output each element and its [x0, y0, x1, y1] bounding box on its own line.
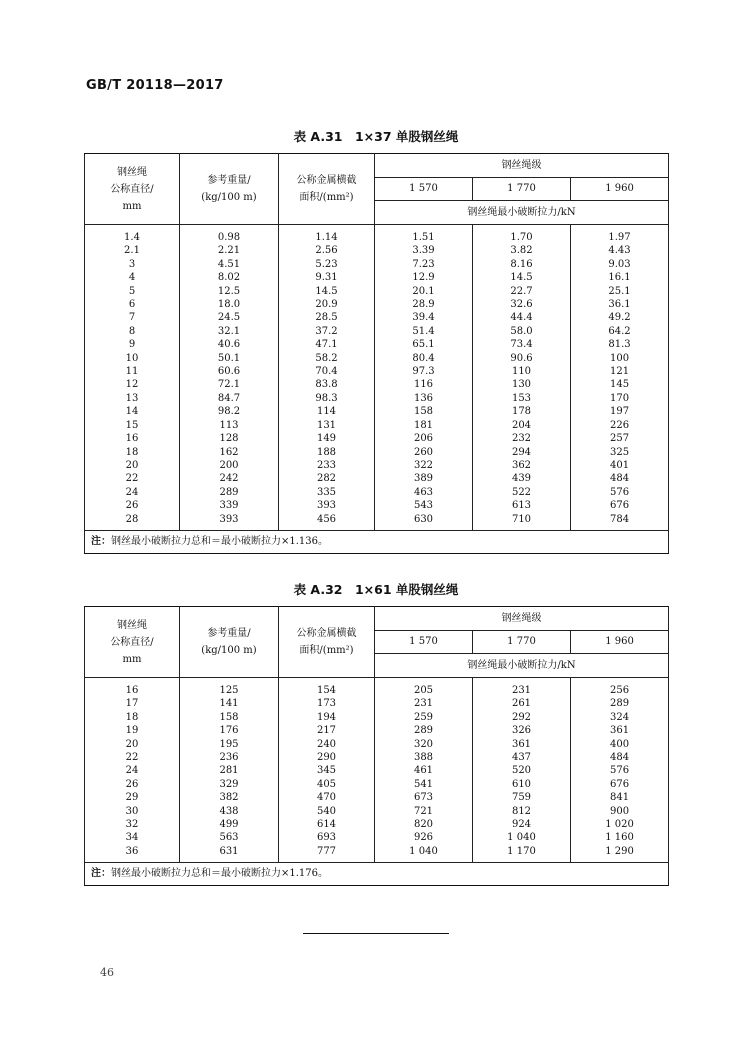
- cell-area: 9.31: [279, 271, 375, 284]
- cell-area: 47.1: [279, 338, 375, 351]
- cell-diameter: 12: [85, 378, 180, 391]
- cell-force-1770: 362: [473, 459, 571, 472]
- table-row: [85, 325, 669, 338]
- table-row: [85, 419, 669, 432]
- cell-force-1770: 110: [473, 365, 571, 378]
- cell-weight: 50.1: [180, 352, 279, 365]
- cell-area: 98.3: [279, 392, 375, 405]
- cell-force-1960: 64.2: [571, 325, 669, 338]
- cell-force-1960: 324: [571, 711, 669, 724]
- cell-area: 217: [279, 724, 375, 737]
- cell-weight: 98.2: [180, 405, 279, 418]
- cell-force-1770: 8.16: [473, 258, 571, 271]
- cell-diameter: 20: [85, 738, 180, 751]
- cell-force-1570: 7.23: [375, 258, 473, 271]
- cell-diameter: 15: [85, 419, 180, 432]
- cell-weight: 12.5: [180, 285, 279, 298]
- cell-force-1960: 256: [571, 678, 669, 698]
- cell-force-1570: 39.4: [375, 311, 473, 324]
- header-breaking-force: 钢丝绳最小破断拉力/kN: [375, 201, 669, 225]
- cell-diameter: 2.1: [85, 244, 180, 257]
- table-row: [85, 392, 669, 405]
- cell-weight: 195: [180, 738, 279, 751]
- cell-diameter: 30: [85, 805, 180, 818]
- table-row: [85, 513, 669, 531]
- cell-diameter: 36: [85, 845, 180, 863]
- cell-force-1770: 232: [473, 432, 571, 445]
- cell-force-1960: 36.1: [571, 298, 669, 311]
- header-weight: 参考重量/ (kg/100 m): [180, 607, 279, 678]
- cell-weight: 18.0: [180, 298, 279, 311]
- cell-force-1770: 32.6: [473, 298, 571, 311]
- cell-force-1570: 158: [375, 405, 473, 418]
- table-row: [85, 697, 669, 710]
- cell-diameter: 1.4: [85, 225, 180, 245]
- cell-force-1960: 325: [571, 446, 669, 459]
- cell-force-1770: 90.6: [473, 352, 571, 365]
- table-row: [85, 365, 669, 378]
- cell-force-1960: 576: [571, 486, 669, 499]
- table-row: [85, 258, 669, 271]
- table-row: [85, 845, 669, 863]
- cell-force-1960: 4.43: [571, 244, 669, 257]
- header-grade: 钢丝绳级: [375, 154, 669, 178]
- cell-force-1960: 1 290: [571, 845, 669, 863]
- cell-force-1770: 3.82: [473, 244, 571, 257]
- table-a32-title: 表 A.32 1×61 单股钢丝绳: [293, 582, 459, 597]
- table-row: [85, 678, 669, 698]
- cell-force-1770: 1.70: [473, 225, 571, 245]
- cell-area: 20.9: [279, 298, 375, 311]
- cell-area: 614: [279, 818, 375, 831]
- cell-diameter: 19: [85, 724, 180, 737]
- cell-force-1960: 1 020: [571, 818, 669, 831]
- cell-force-1960: 100: [571, 352, 669, 365]
- header-grade-1770: 1 770: [473, 178, 571, 201]
- cell-force-1570: 259: [375, 711, 473, 724]
- cell-force-1570: 389: [375, 472, 473, 485]
- cell-force-1570: 3.39: [375, 244, 473, 257]
- cell-weight: 438: [180, 805, 279, 818]
- table-row: [85, 446, 669, 459]
- cell-area: 114: [279, 405, 375, 418]
- table-row: [85, 338, 669, 351]
- header-weight: 参考重量/ (kg/100 m): [180, 154, 279, 225]
- table-row: [85, 818, 669, 831]
- cell-force-1770: 44.4: [473, 311, 571, 324]
- cell-area: 456: [279, 513, 375, 531]
- cell-force-1570: 388: [375, 751, 473, 764]
- cell-weight: 563: [180, 831, 279, 844]
- cell-weight: 200: [180, 459, 279, 472]
- cell-force-1570: 541: [375, 778, 473, 791]
- cell-force-1570: 463: [375, 486, 473, 499]
- cell-force-1570: 543: [375, 499, 473, 512]
- cell-weight: 499: [180, 818, 279, 831]
- cell-area: 470: [279, 791, 375, 804]
- cell-weight: 162: [180, 446, 279, 459]
- cell-force-1770: 437: [473, 751, 571, 764]
- header-grade: 钢丝绳级: [375, 607, 669, 631]
- cell-area: 173: [279, 697, 375, 710]
- cell-area: 37.2: [279, 325, 375, 338]
- cell-force-1960: 121: [571, 365, 669, 378]
- cell-weight: 40.6: [180, 338, 279, 351]
- cell-weight: 281: [180, 764, 279, 777]
- standard-code: GB/T 20118—2017: [86, 78, 224, 93]
- cell-force-1770: 759: [473, 791, 571, 804]
- cell-force-1570: 116: [375, 378, 473, 391]
- cell-weight: 329: [180, 778, 279, 791]
- cell-force-1960: 1.97: [571, 225, 669, 245]
- table-row: [85, 791, 669, 804]
- cell-weight: 236: [180, 751, 279, 764]
- cell-diameter: 18: [85, 446, 180, 459]
- cell-area: 194: [279, 711, 375, 724]
- cell-force-1570: 65.1: [375, 338, 473, 351]
- cell-force-1960: 484: [571, 751, 669, 764]
- cell-force-1960: 170: [571, 392, 669, 405]
- cell-area: 540: [279, 805, 375, 818]
- header-grade-1570: 1 570: [375, 178, 473, 201]
- cell-force-1570: 322: [375, 459, 473, 472]
- cell-weight: 125: [180, 678, 279, 698]
- cell-area: 290: [279, 751, 375, 764]
- cell-force-1960: 900: [571, 805, 669, 818]
- cell-force-1570: 820: [375, 818, 473, 831]
- cell-area: 70.4: [279, 365, 375, 378]
- cell-weight: 242: [180, 472, 279, 485]
- table-row: [85, 225, 669, 245]
- cell-weight: 60.6: [180, 365, 279, 378]
- cell-force-1570: 673: [375, 791, 473, 804]
- cell-weight: 141: [180, 697, 279, 710]
- cell-area: 14.5: [279, 285, 375, 298]
- header-area: 公称金属横截 面积/(mm²): [279, 607, 375, 678]
- table-row: [85, 778, 669, 791]
- cell-force-1770: 924: [473, 818, 571, 831]
- cell-force-1770: 1 040: [473, 831, 571, 844]
- cell-force-1570: 260: [375, 446, 473, 459]
- cell-force-1960: 9.03: [571, 258, 669, 271]
- cell-diameter: 10: [85, 352, 180, 365]
- table-row: [85, 298, 669, 311]
- cell-force-1770: 610: [473, 778, 571, 791]
- cell-diameter: 6: [85, 298, 180, 311]
- cell-area: 131: [279, 419, 375, 432]
- cell-diameter: 17: [85, 697, 180, 710]
- header-grade-1770: 1 770: [473, 631, 571, 654]
- footer-divider: [303, 933, 449, 934]
- cell-force-1570: 97.3: [375, 365, 473, 378]
- cell-force-1960: 784: [571, 513, 669, 531]
- cell-force-1570: 28.9: [375, 298, 473, 311]
- cell-area: 282: [279, 472, 375, 485]
- cell-force-1570: 630: [375, 513, 473, 531]
- cell-area: 345: [279, 764, 375, 777]
- cell-force-1570: 289: [375, 724, 473, 737]
- cell-force-1960: 81.3: [571, 338, 669, 351]
- cell-weight: 32.1: [180, 325, 279, 338]
- cell-force-1960: 289: [571, 697, 669, 710]
- cell-force-1770: 231: [473, 678, 571, 698]
- table-row: [85, 311, 669, 324]
- cell-force-1960: 484: [571, 472, 669, 485]
- cell-diameter: 22: [85, 472, 180, 485]
- cell-diameter: 7: [85, 311, 180, 324]
- cell-diameter: 3: [85, 258, 180, 271]
- cell-force-1770: 522: [473, 486, 571, 499]
- cell-area: 693: [279, 831, 375, 844]
- table-row: [85, 724, 669, 737]
- cell-force-1960: 16.1: [571, 271, 669, 284]
- cell-force-1570: 80.4: [375, 352, 473, 365]
- table-row: [85, 271, 669, 284]
- cell-force-1570: 1 040: [375, 845, 473, 863]
- cell-force-1570: 20.1: [375, 285, 473, 298]
- table-row: [85, 405, 669, 418]
- cell-diameter: 28: [85, 513, 180, 531]
- header-diameter: 钢丝绳 公称直径/ mm: [85, 607, 180, 678]
- table-row: [85, 738, 669, 751]
- cell-diameter: 20: [85, 459, 180, 472]
- cell-area: 335: [279, 486, 375, 499]
- cell-area: 83.8: [279, 378, 375, 391]
- table-a31-body: [85, 225, 669, 531]
- cell-area: 154: [279, 678, 375, 698]
- cell-diameter: 16: [85, 432, 180, 445]
- cell-force-1960: 361: [571, 724, 669, 737]
- cell-diameter: 24: [85, 764, 180, 777]
- cell-diameter: 5: [85, 285, 180, 298]
- cell-force-1960: 400: [571, 738, 669, 751]
- table-row: [85, 805, 669, 818]
- cell-force-1770: 326: [473, 724, 571, 737]
- table-row: [85, 472, 669, 485]
- header-area: 公称金属横截 面积/(mm²): [279, 154, 375, 225]
- cell-force-1770: 130: [473, 378, 571, 391]
- header-grade-1570: 1 570: [375, 631, 473, 654]
- cell-area: 2.56: [279, 244, 375, 257]
- cell-force-1770: 14.5: [473, 271, 571, 284]
- cell-weight: 4.51: [180, 258, 279, 271]
- cell-force-1770: 439: [473, 472, 571, 485]
- cell-force-1570: 206: [375, 432, 473, 445]
- table-a31-title: 表 A.31 1×37 单股钢丝绳: [293, 129, 459, 144]
- header-breaking-force: 钢丝绳最小破断拉力/kN: [375, 654, 669, 678]
- table-row: [85, 244, 669, 257]
- cell-weight: 393: [180, 513, 279, 531]
- table-row: [85, 432, 669, 445]
- cell-force-1960: 145: [571, 378, 669, 391]
- cell-force-1960: 401: [571, 459, 669, 472]
- cell-force-1960: 1 160: [571, 831, 669, 844]
- cell-area: 777: [279, 845, 375, 863]
- cell-force-1570: 1.51: [375, 225, 473, 245]
- cell-force-1770: 178: [473, 405, 571, 418]
- cell-weight: 289: [180, 486, 279, 499]
- table-row: [85, 352, 669, 365]
- cell-force-1960: 676: [571, 499, 669, 512]
- cell-force-1960: 676: [571, 778, 669, 791]
- table-row: [85, 459, 669, 472]
- table-a32-body: [85, 678, 669, 863]
- cell-diameter: 4: [85, 271, 180, 284]
- cell-area: 28.5: [279, 311, 375, 324]
- cell-force-1770: 613: [473, 499, 571, 512]
- table-row: [85, 831, 669, 844]
- cell-weight: 158: [180, 711, 279, 724]
- table-row: [85, 751, 669, 764]
- header-diameter: 钢丝绳 公称直径/ mm: [85, 154, 180, 225]
- cell-force-1770: 204: [473, 419, 571, 432]
- cell-diameter: 26: [85, 499, 180, 512]
- table-row: [85, 499, 669, 512]
- cell-force-1570: 721: [375, 805, 473, 818]
- cell-diameter: 16: [85, 678, 180, 698]
- cell-force-1570: 320: [375, 738, 473, 751]
- header-grade-1960: 1 960: [571, 631, 669, 654]
- cell-force-1770: 22.7: [473, 285, 571, 298]
- cell-area: 58.2: [279, 352, 375, 365]
- table-a32-note: 注：钢丝最小破断拉力总和＝最小破断拉力×1.176。: [85, 863, 669, 886]
- cell-weight: 2.21: [180, 244, 279, 257]
- cell-weight: 113: [180, 419, 279, 432]
- cell-weight: 0.98: [180, 225, 279, 245]
- cell-force-1770: 261: [473, 697, 571, 710]
- table-a31-note: 注：钢丝最小破断拉力总和＝最小破断拉力×1.136。: [85, 530, 669, 553]
- cell-diameter: 13: [85, 392, 180, 405]
- cell-diameter: 34: [85, 831, 180, 844]
- cell-area: 393: [279, 499, 375, 512]
- cell-force-1570: 205: [375, 678, 473, 698]
- cell-force-1570: 231: [375, 697, 473, 710]
- cell-force-1770: 292: [473, 711, 571, 724]
- cell-diameter: 8: [85, 325, 180, 338]
- cell-diameter: 29: [85, 791, 180, 804]
- cell-force-1960: 226: [571, 419, 669, 432]
- cell-area: 233: [279, 459, 375, 472]
- cell-diameter: 22: [85, 751, 180, 764]
- cell-weight: 382: [180, 791, 279, 804]
- cell-weight: 128: [180, 432, 279, 445]
- cell-force-1960: 257: [571, 432, 669, 445]
- cell-force-1570: 51.4: [375, 325, 473, 338]
- cell-weight: 24.5: [180, 311, 279, 324]
- cell-force-1570: 461: [375, 764, 473, 777]
- table-row: [85, 378, 669, 391]
- cell-weight: 84.7: [180, 392, 279, 405]
- table-row: [85, 711, 669, 724]
- cell-force-1770: 710: [473, 513, 571, 531]
- cell-force-1770: 812: [473, 805, 571, 818]
- cell-force-1770: 294: [473, 446, 571, 459]
- cell-diameter: 24: [85, 486, 180, 499]
- table-row: [85, 764, 669, 777]
- cell-diameter: 32: [85, 818, 180, 831]
- cell-force-1570: 136: [375, 392, 473, 405]
- cell-weight: 8.02: [180, 271, 279, 284]
- cell-diameter: 14: [85, 405, 180, 418]
- cell-force-1770: 153: [473, 392, 571, 405]
- cell-force-1570: 12.9: [375, 271, 473, 284]
- cell-force-1770: 58.0: [473, 325, 571, 338]
- cell-weight: 72.1: [180, 378, 279, 391]
- cell-area: 240: [279, 738, 375, 751]
- cell-weight: 631: [180, 845, 279, 863]
- cell-area: 5.23: [279, 258, 375, 271]
- cell-diameter: 18: [85, 711, 180, 724]
- page-number: 46: [100, 966, 114, 979]
- table-a32: [84, 606, 669, 886]
- cell-area: 405: [279, 778, 375, 791]
- cell-diameter: 9: [85, 338, 180, 351]
- cell-force-1570: 181: [375, 419, 473, 432]
- cell-force-1770: 1 170: [473, 845, 571, 863]
- cell-area: 149: [279, 432, 375, 445]
- table-row: [85, 285, 669, 298]
- cell-force-1960: 49.2: [571, 311, 669, 324]
- cell-force-1960: 25.1: [571, 285, 669, 298]
- cell-force-1770: 520: [473, 764, 571, 777]
- cell-force-1770: 361: [473, 738, 571, 751]
- table-a31: [84, 153, 669, 554]
- table-row: [85, 486, 669, 499]
- cell-weight: 176: [180, 724, 279, 737]
- cell-area: 188: [279, 446, 375, 459]
- cell-force-1770: 73.4: [473, 338, 571, 351]
- header-grade-1960: 1 960: [571, 178, 669, 201]
- cell-force-1960: 576: [571, 764, 669, 777]
- cell-diameter: 11: [85, 365, 180, 378]
- cell-diameter: 26: [85, 778, 180, 791]
- cell-area: 1.14: [279, 225, 375, 245]
- cell-force-1570: 926: [375, 831, 473, 844]
- cell-force-1960: 841: [571, 791, 669, 804]
- cell-force-1960: 197: [571, 405, 669, 418]
- cell-weight: 339: [180, 499, 279, 512]
